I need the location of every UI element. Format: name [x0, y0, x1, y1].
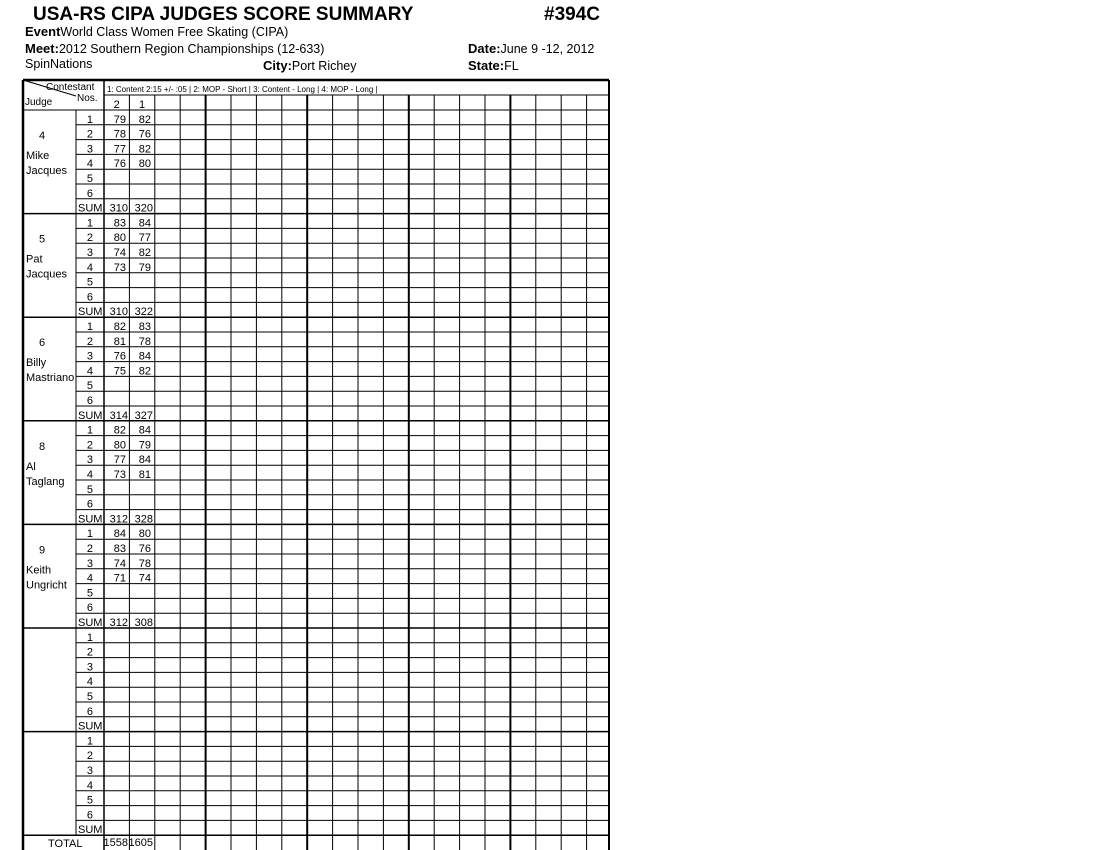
date-value: June 9 -12, 2012: [500, 42, 595, 56]
score-cell: 80: [113, 232, 126, 245]
judge-first-name: Keith: [26, 564, 52, 577]
judge-last-name: Jacques: [26, 165, 67, 177]
row-label: 2: [86, 750, 93, 763]
judge-first-name: Al: [26, 460, 36, 473]
score-cell: 84: [113, 528, 126, 541]
row-label: 4: [86, 779, 93, 792]
score-cell: 84: [138, 350, 151, 363]
score-cell: 80: [138, 158, 151, 171]
row-label: 4: [86, 572, 93, 585]
score-cell: 82: [138, 247, 151, 259]
row-label: 1: [86, 113, 93, 126]
row-label: 1: [86, 528, 93, 541]
row-label: 2: [86, 232, 93, 245]
row-label-sum: SUM: [78, 617, 103, 629]
row-label: 6: [86, 602, 93, 615]
row-label: 5: [86, 483, 93, 496]
score-cell: 74: [113, 247, 126, 259]
judge-number: 8: [38, 440, 46, 453]
row-label: 6: [86, 498, 93, 511]
total-cell: 1605: [128, 837, 153, 850]
sum-cell: 312: [109, 513, 128, 526]
score-cell: 74: [138, 572, 151, 585]
score-cell: 84: [138, 424, 151, 437]
row-label: 3: [86, 350, 93, 363]
row-label: 3: [86, 765, 93, 777]
score-cell: 78: [138, 557, 151, 570]
sum-cell: 327: [134, 409, 153, 422]
score-cell: 79: [138, 261, 151, 274]
city-label: City: [263, 58, 288, 73]
row-label: 4: [86, 469, 93, 481]
row-label: 2: [86, 335, 93, 348]
row-label: 3: [86, 454, 93, 467]
score-cell: 75: [113, 365, 126, 378]
row-label: 5: [86, 380, 93, 393]
row-label: 3: [86, 557, 93, 570]
sheet-number: #394C: [544, 4, 600, 25]
row-label: 5: [86, 691, 93, 703]
row-label-sum: SUM: [78, 306, 103, 319]
meet-line: Meet:2012 Southern Region Championships (12-633): [25, 41, 325, 56]
judge-last-name: Ungricht: [26, 579, 67, 592]
sum-cell: 310: [109, 202, 128, 215]
sum-cell: 312: [109, 617, 128, 629]
judge-number: 9: [38, 544, 46, 557]
score-cell: 79: [138, 439, 151, 452]
row-label: 6: [86, 395, 93, 407]
row-label: 6: [86, 809, 93, 822]
row-label: 1: [86, 631, 93, 644]
sum-cell: 320: [134, 202, 153, 215]
city-value: Port Richey: [291, 59, 357, 73]
event-value: World Class Women Free Skating (CIPA): [60, 25, 289, 39]
score-cell: 82: [113, 321, 126, 333]
row-label: 2: [86, 646, 93, 659]
row-label: 1: [86, 217, 93, 230]
meet-label: Meet: [25, 41, 55, 56]
row-label: 3: [86, 143, 93, 156]
total-cell: 1558: [103, 837, 128, 850]
row-label: 1: [86, 321, 93, 333]
score-cell: 79: [113, 113, 126, 126]
row-label: 6: [86, 187, 93, 200]
row-label: 1: [86, 735, 93, 748]
row-label: 3: [86, 661, 93, 674]
score-cell: 83: [113, 217, 126, 230]
row-label: 4: [86, 676, 93, 689]
sum-cell: 310: [109, 306, 128, 319]
row-label: 4: [86, 158, 93, 171]
contestant-number: 1: [139, 99, 146, 111]
total-label: TOTAL: [48, 838, 83, 850]
state-line: State:FL: [468, 58, 519, 73]
corner-contestant: Contestant: [46, 82, 95, 93]
score-cell: 83: [138, 321, 151, 333]
row-label: 5: [86, 276, 93, 289]
score-cell: 78: [138, 335, 151, 348]
state-value: FL: [504, 59, 519, 73]
legend-text: 1: Content 2:15 +/- :05 | 2: MOP - Short | 3: Content - Long | 4: MOP - Long |: [107, 85, 378, 94]
score-cell: 80: [113, 439, 126, 452]
date-line: Date:June 9 -12, 2012: [468, 41, 595, 56]
row-label-sum: SUM: [78, 409, 103, 422]
row-label: 4: [86, 365, 93, 378]
row-label: 5: [86, 587, 93, 600]
row-label-sum: SUM: [78, 720, 103, 733]
page-title: USA-RS CIPA JUDGES SCORE SUMMARY: [33, 4, 414, 25]
judge-first-name: Pat: [26, 253, 43, 266]
corner-judge: Judge: [25, 97, 53, 108]
score-cell: 82: [138, 113, 151, 126]
judge-last-name: Jacques: [26, 268, 67, 281]
row-label-sum: SUM: [78, 824, 103, 837]
score-cell: 71: [113, 572, 126, 585]
event-label: Event: [25, 24, 61, 39]
row-label: 2: [86, 543, 93, 555]
row-label: 5: [86, 173, 93, 185]
row-label-sum: SUM: [78, 202, 103, 215]
date-label: Date: [468, 41, 497, 56]
meet-value: 2012 Southern Region Championships (12-633): [58, 42, 325, 56]
score-cell: 76: [138, 128, 151, 141]
score-cell: 82: [113, 424, 126, 437]
contestant-number: 2: [113, 99, 120, 111]
score-cell: 76: [113, 350, 126, 363]
row-label: 5: [86, 794, 93, 807]
sum-cell: 308: [134, 617, 153, 629]
sum-cell: 328: [134, 513, 153, 526]
score-cell: 73: [113, 261, 126, 274]
row-label: 2: [86, 439, 93, 452]
score-cell: 81: [113, 335, 126, 348]
row-label: 6: [86, 705, 93, 718]
score-cell: 84: [138, 454, 151, 467]
score-cell: 82: [138, 143, 151, 156]
judge-first-name: Mike: [26, 150, 50, 162]
score-cell: 77: [138, 232, 151, 245]
score-cell: 77: [113, 454, 126, 467]
score-cell: 76: [113, 158, 126, 171]
score-cell: 84: [138, 217, 151, 230]
row-label: 1: [86, 424, 93, 437]
score-cell: 74: [113, 557, 126, 570]
sum-cell: 314: [109, 409, 128, 422]
city-line: City:Port Richey: [263, 58, 357, 73]
row-label: 2: [86, 128, 93, 141]
judge-number: 4: [38, 130, 46, 142]
score-cell: 78: [113, 128, 126, 141]
score-cell: 81: [138, 469, 151, 481]
score-cell: 73: [113, 469, 126, 481]
row-label: 4: [86, 261, 93, 274]
judge-number: 5: [38, 233, 46, 246]
score-cell: 77: [113, 143, 126, 156]
judge-first-name: Billy: [26, 357, 47, 370]
row-label: 3: [86, 247, 93, 259]
score-cell: 83: [113, 543, 126, 555]
row-label: 6: [86, 291, 93, 304]
score-cell: 76: [138, 543, 151, 555]
state-label: State: [468, 58, 500, 73]
sum-cell: 322: [134, 306, 153, 319]
spin-label: SpinNations: [25, 57, 93, 71]
judge-number: 6: [38, 337, 46, 350]
score-cell: 80: [138, 528, 151, 541]
corner-nos: Nos.: [77, 93, 98, 104]
judge-last-name: Taglang: [26, 475, 65, 488]
score-cell: 82: [138, 365, 151, 378]
judge-last-name: Mastriano: [26, 372, 75, 385]
row-label-sum: SUM: [78, 513, 103, 526]
